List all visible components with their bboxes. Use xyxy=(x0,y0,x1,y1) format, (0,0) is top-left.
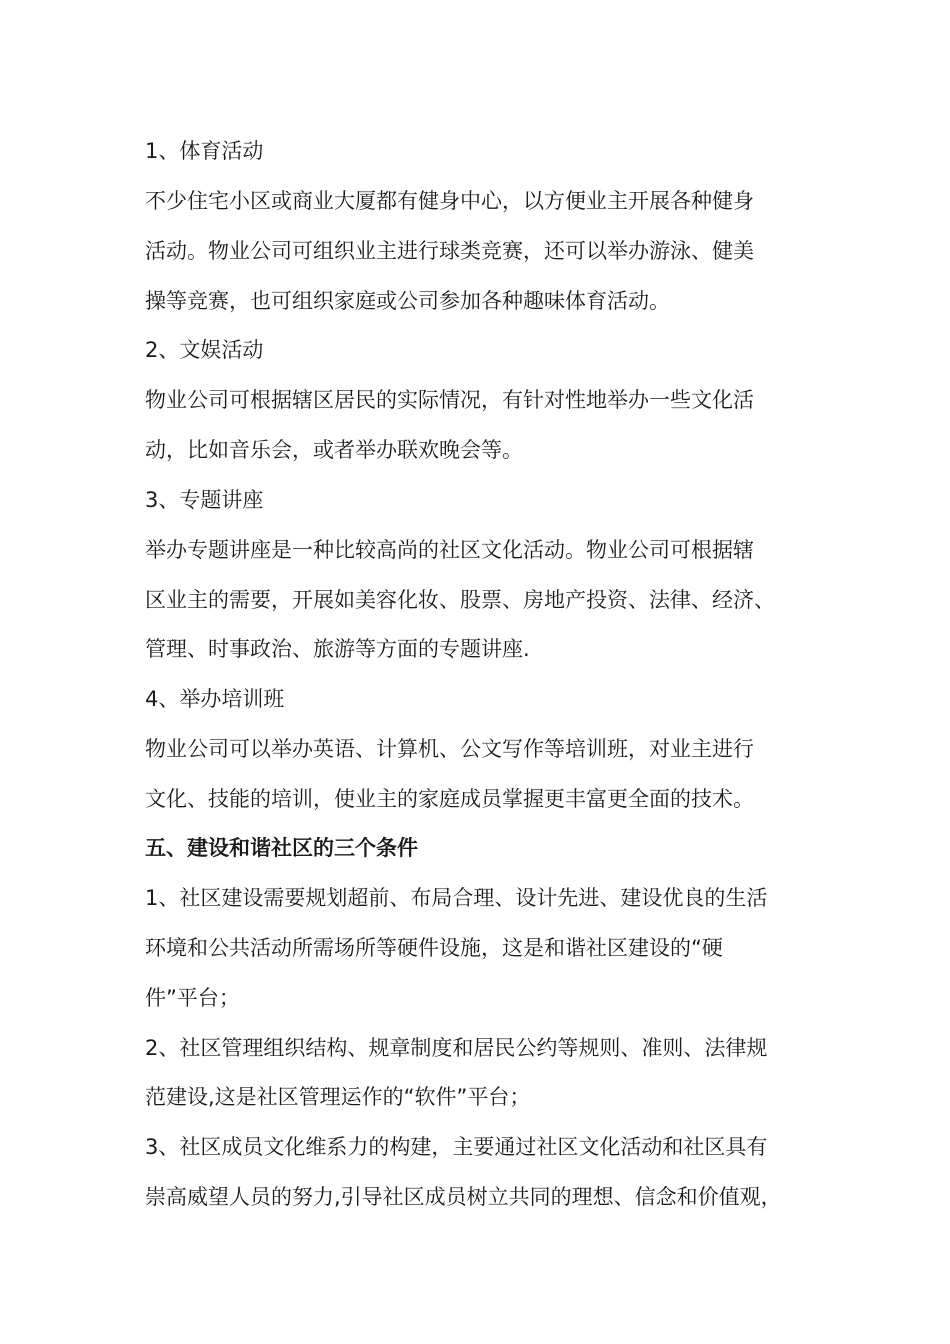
paragraph-line: 动，比如音乐会，或者举办联欢晚会等。 xyxy=(145,438,523,462)
paragraph-line: 操等竞赛，也可组织家庭或公司参加各种趣味体育活动。 xyxy=(145,289,670,313)
paragraph-line: 文化、技能的培训，使业主的家庭成员掌握更丰富更全面的技术。 xyxy=(145,787,754,811)
paragraph-line: 件”平台； xyxy=(145,986,240,1010)
paragraph-line: 环境和公共活动所需场所等硬件设施，这是和谐社区建设的“硬 xyxy=(145,936,723,960)
paragraph-line: 区业主的需要，开展如美容化妆、股票、房地产投资、法律、经济、 xyxy=(145,588,775,612)
paragraph-line: 1、社区建设需要规划超前、布局合理、设计先进、建设优良的生活 xyxy=(145,886,768,910)
section-heading: 五、建设和谐社区的三个条件 xyxy=(145,836,418,860)
paragraph-line: 不少住宅小区或商业大厦都有健身中心，以方便业主开展各种健身 xyxy=(145,189,754,213)
paragraph-line: 举办专题讲座是一种比较高尚的社区文化活动。物业公司可根据辖 xyxy=(145,538,754,562)
paragraph-line: 物业公司可根据辖区居民的实际情况，有针对性地举办一些文化活 xyxy=(145,388,754,412)
paragraph-line: 物业公司可以举办英语、计算机、公文写作等培训班，对业主进行 xyxy=(145,737,754,761)
heading-sports-activities: 1、体育活动 xyxy=(145,139,264,163)
heading-special-lectures: 3、专题讲座 xyxy=(145,488,264,512)
paragraph-line: 3、社区成员文化维系力的构建，主要通过社区文化活动和社区具有 xyxy=(145,1135,768,1159)
paragraph-line: 崇高威望人员的努力,引导社区成员树立共同的理想、信念和价值观， xyxy=(145,1185,782,1209)
heading-entertainment-activities: 2、文娱活动 xyxy=(145,338,264,362)
paragraph-line: 管理、时事政治、旅游等方面的专题讲座. xyxy=(145,637,530,661)
heading-training-classes: 4、举办培训班 xyxy=(145,687,285,711)
paragraph-line: 活动。物业公司可组织业主进行球类竞赛，还可以举办游泳、健美 xyxy=(145,239,754,263)
paragraph-line: 2、社区管理组织结构、规章制度和居民公约等规则、准则、法律规 xyxy=(145,1036,768,1060)
paragraph-line: 范建设,这是社区管理运作的“软件”平台； xyxy=(145,1085,531,1109)
